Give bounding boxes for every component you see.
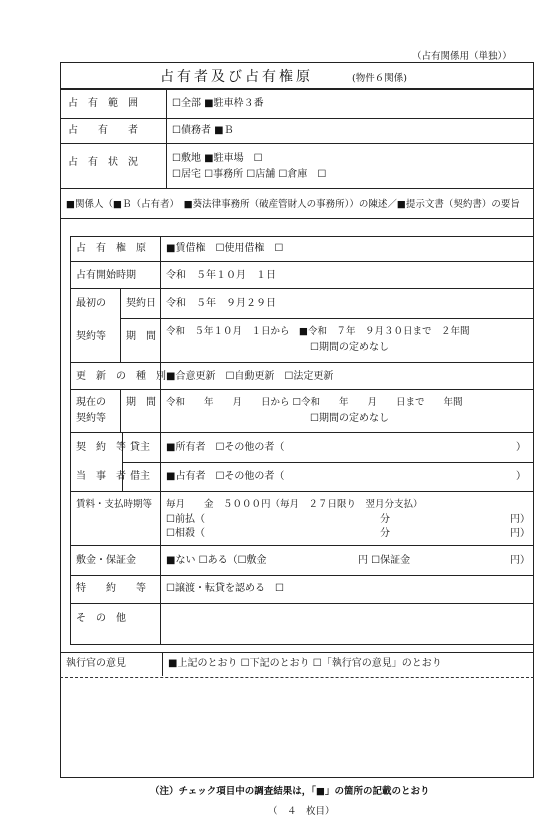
lessor-label: 貸主 bbox=[130, 442, 150, 453]
start-label: 占有開始時期 bbox=[76, 270, 136, 281]
party-label-1: 契 約 等 bbox=[76, 442, 126, 453]
renewal-value: ■合意更新 ☐自動更新 ☐法定更新 bbox=[166, 371, 334, 382]
rent-line2-end: 円） bbox=[510, 514, 530, 525]
form-title-sub: (物件６関係) bbox=[352, 73, 407, 84]
contract-day-label: 契約日 bbox=[126, 298, 156, 309]
period-label: 期 間 bbox=[126, 331, 156, 342]
deposit-value: ■ない ☐ある（☐敷金 bbox=[166, 555, 267, 566]
period-line2: ☐期間の定めなし bbox=[310, 342, 389, 353]
title-label: 占 有 権 原 bbox=[76, 243, 146, 254]
lessor-value: ■所有者 ☐その他の者（ bbox=[166, 442, 285, 453]
special-label: 特 約 等 bbox=[76, 583, 146, 594]
special-value: ☐譲渡・転貸を認める ☐ bbox=[166, 583, 284, 594]
related-statement: ■関係人（■Ｂ（占有者） ■葵法律事務所（破産管財人の事務所））の陳述／■提示文書（契約書）の要旨 bbox=[66, 199, 520, 210]
rent-line1: 毎月 金 ５０００円（毎月 ２７日限り 翌月分支払） bbox=[166, 499, 423, 510]
current-label-2: 契約等 bbox=[76, 413, 106, 424]
opinion-value: ■上記のとおり ☐下記のとおり ☐「執行官の意見」のとおり bbox=[168, 658, 442, 669]
rent-line2-prefix: ☐前払（ bbox=[166, 514, 205, 525]
deposit-mid: 円 ☐保証金 bbox=[358, 555, 411, 566]
period-line1: 令和 ５年１０月 １日から ■令和 ７年 ９月３０日まで ２年間 bbox=[166, 326, 470, 337]
lessee-value: ■占有者 ☐その他の者（ bbox=[166, 471, 285, 482]
page-number: （ ４ 枚目） bbox=[268, 806, 335, 817]
deposit-label: 敷金・保証金 bbox=[76, 555, 136, 566]
current-period-label: 期 間 bbox=[126, 397, 156, 408]
footnote: （注）チェック項目中の調査結果は，「■」の箇所の記載のとおり bbox=[150, 786, 430, 797]
deposit-end: 円） bbox=[510, 555, 530, 566]
rent-line3-end: 円） bbox=[510, 528, 530, 539]
title-value: ■賃借権 ☐使用借権 ☐ bbox=[166, 243, 284, 254]
status-line2: ☐居宅 ☐事務所 ☐店舗 ☐倉庫 ☐ bbox=[172, 169, 327, 180]
start-value: 令和 ５年１０月 １日 bbox=[166, 270, 276, 281]
lessee-close: ） bbox=[516, 471, 526, 482]
scope-label: 占 有 範 囲 bbox=[68, 98, 138, 109]
other-label: そ の 他 bbox=[76, 613, 126, 624]
renewal-label: 更 新 の 種 別 bbox=[76, 371, 166, 382]
rent-label: 賃料・支払時期等 bbox=[76, 499, 153, 510]
party-label-2: 当 事 者 bbox=[76, 471, 126, 482]
current-label-1: 現在の bbox=[76, 397, 106, 408]
current-line1: 令和 年 月 日から ☐令和 年 月 日まで 年間 bbox=[166, 397, 463, 408]
opinion-label: 執行官の意見 bbox=[66, 658, 126, 669]
contract-label: 契約等 bbox=[76, 331, 106, 342]
status-line1: ☐敷地 ■駐車場 ☐ bbox=[172, 153, 263, 164]
rent-line3-mid: 分 bbox=[380, 528, 390, 539]
current-line2: ☐期間の定めなし bbox=[310, 413, 389, 424]
rent-line2-mid: 分 bbox=[380, 514, 390, 525]
lessee-label: 借主 bbox=[130, 471, 150, 482]
lessor-close: ） bbox=[516, 442, 526, 453]
top-label: （占有関係用（単独）） bbox=[412, 51, 512, 62]
first-label: 最初の bbox=[76, 298, 106, 309]
contract-day-value: 令和 ５年 ９月２９日 bbox=[166, 298, 276, 309]
occupant-label: 占 有 者 bbox=[68, 125, 138, 136]
status-label: 占 有 状 況 bbox=[68, 157, 138, 168]
scope-value: ☐全部 ■駐車枠３番 bbox=[172, 98, 264, 109]
occupant-value: ☐債務者 ■Ｂ bbox=[172, 125, 234, 136]
form-title: 占有者及び占有権原 bbox=[160, 69, 313, 85]
rent-line3-prefix: ☐相殺（ bbox=[166, 528, 205, 539]
